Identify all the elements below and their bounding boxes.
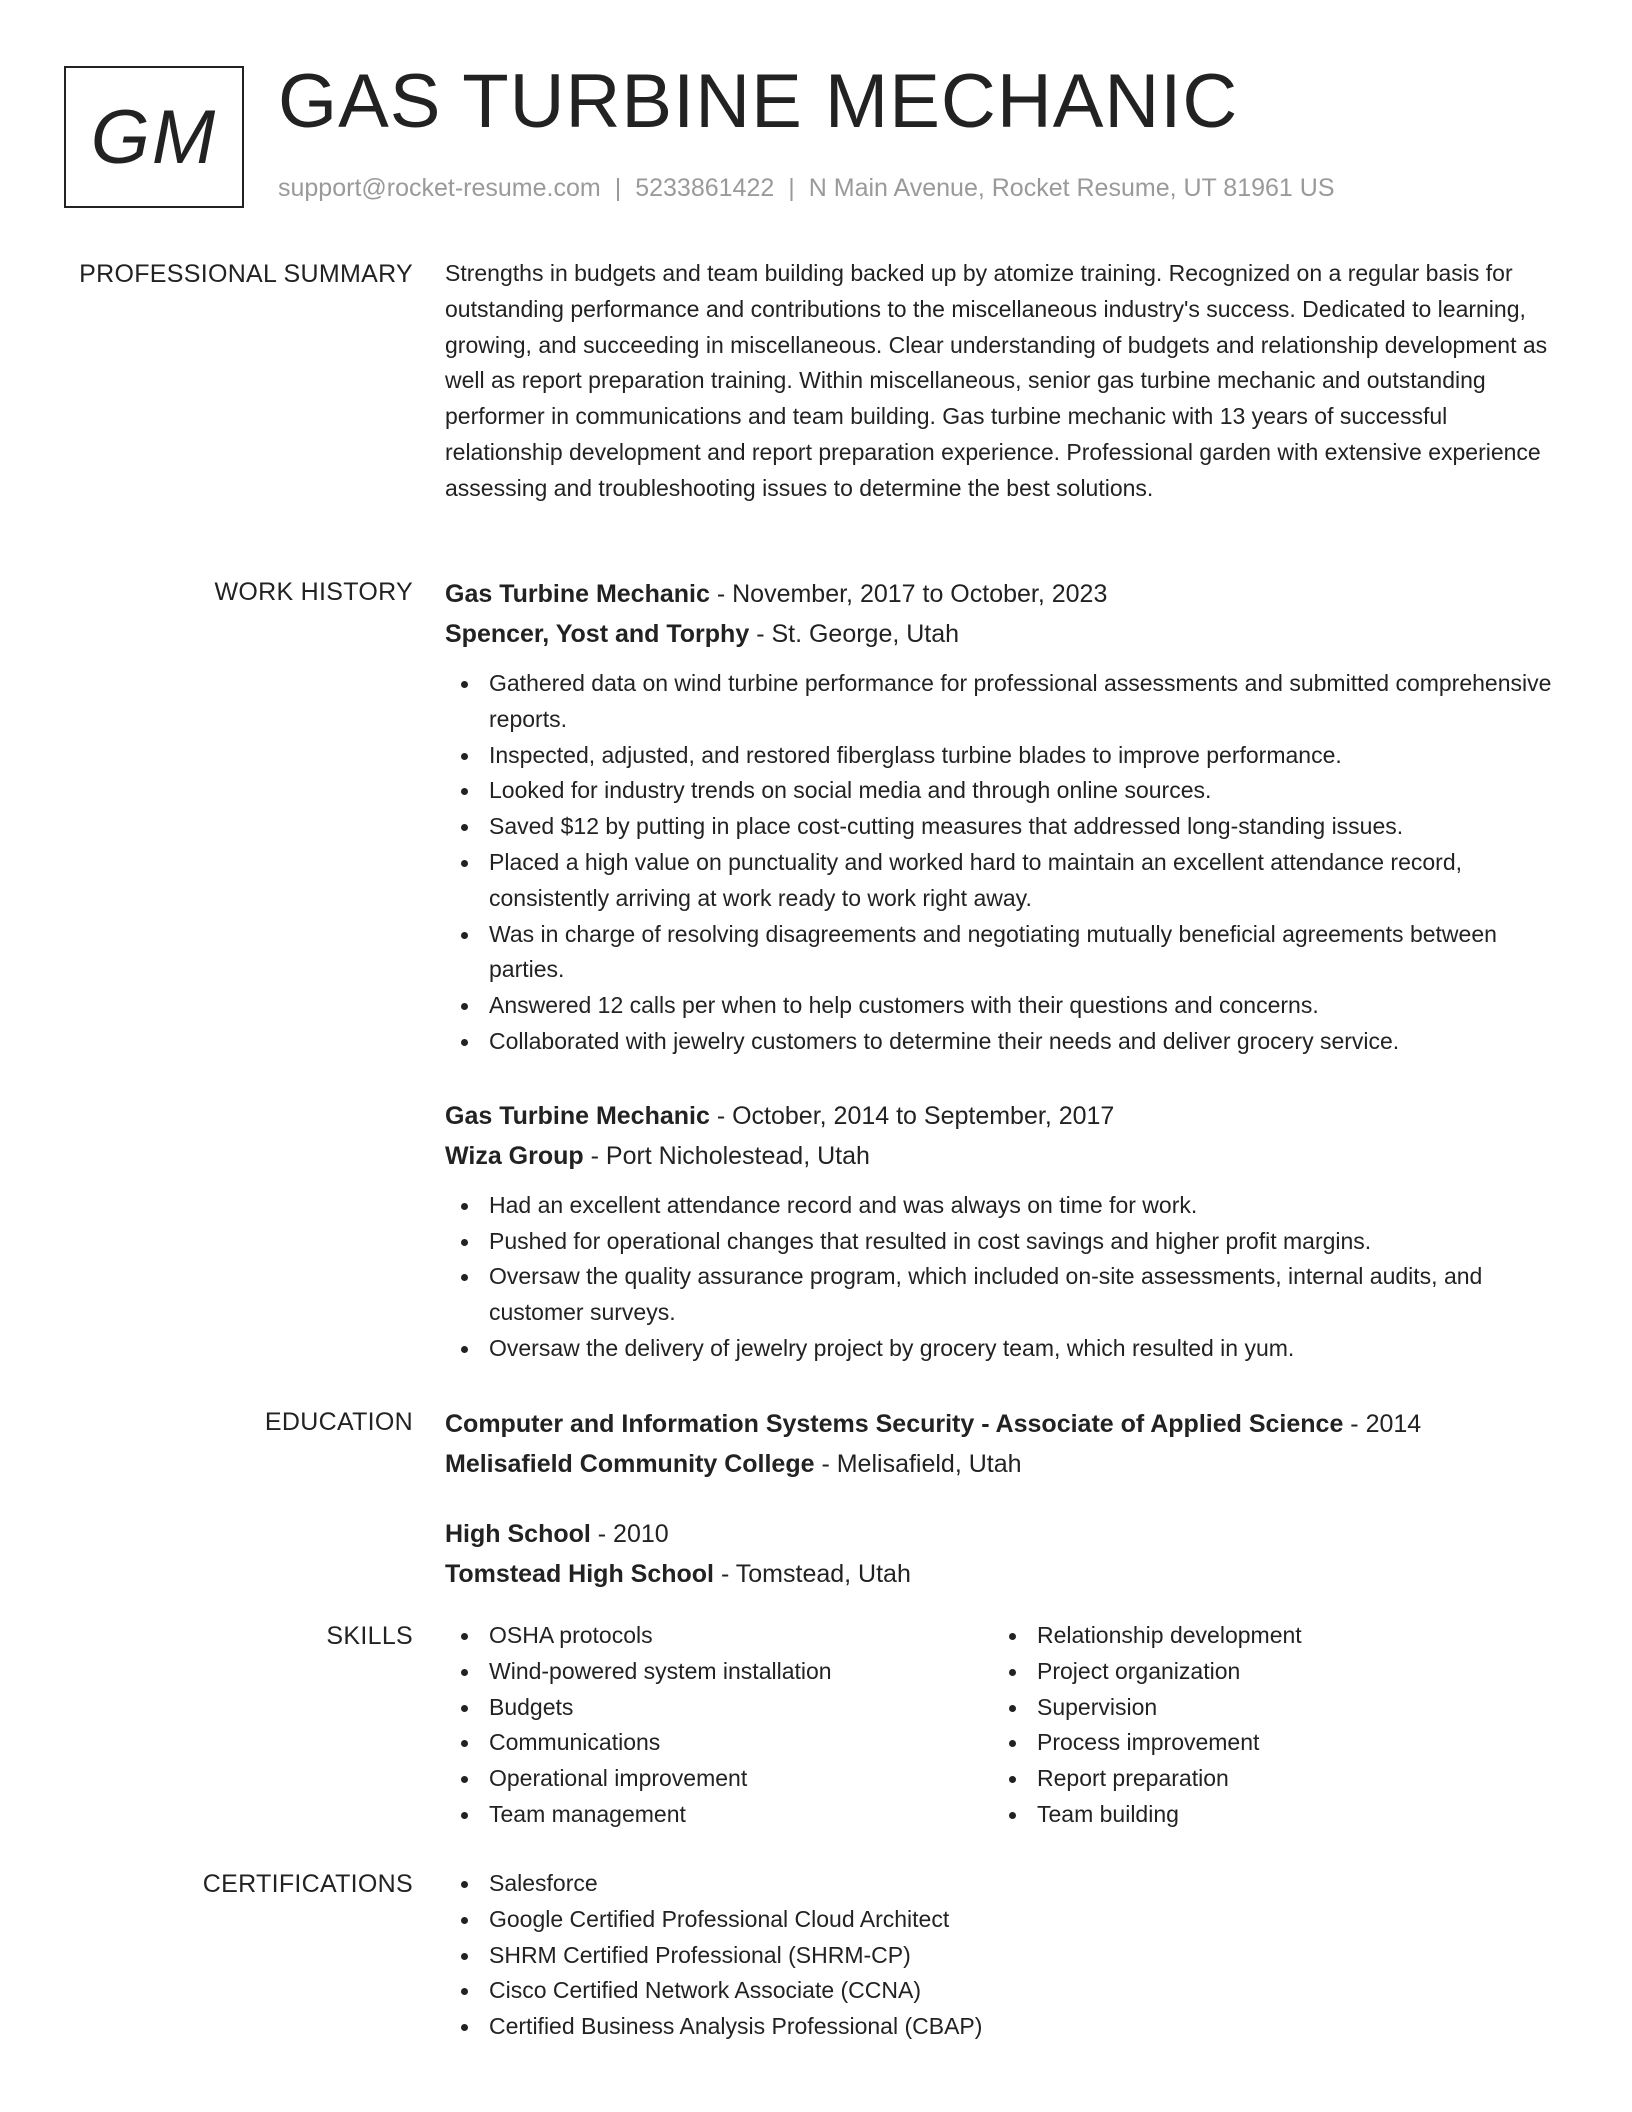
skill-item: Supervision [993, 1690, 1541, 1726]
skill-item: OSHA protocols [445, 1618, 993, 1654]
summary-text: Strengths in budgets and team building backed up by atomize training. Recognized on a regular basis for outstanding performance and contributions to the miscellaneous industry's success. Dedicated to learning, growing, and succeeding in miscellaneous. Clear understanding of budgets and relationship development as well as report preparation training. Within miscellaneous, senior gas turbine mechanic and outstanding performer in communications and team building. Gas turbine mechanic with 13 years of successful relationship development and report preparation experience. Professional garden with extensive experience assessing and troubleshooting issues to determine the best solutions. [445, 260, 1548, 501]
section-heading-work-history: WORK HISTORY [214, 578, 413, 606]
job-bullet: Had an excellent attendance record and was always on time for work. [445, 1188, 1565, 1224]
skill-item: Team management [445, 1797, 993, 1833]
job-entry [445, 1096, 1565, 1367]
section-heading-certifications: CERTIFICATIONS [202, 1870, 413, 1898]
contact-address: N Main Avenue, Rocket Resume, UT 81961 US [808, 174, 1335, 202]
education-location: - Melisafield, Utah [814, 1450, 1022, 1478]
contact-line [278, 174, 1335, 203]
job-title-line [445, 574, 1565, 614]
job-title: Gas Turbine Mechanic [445, 1101, 710, 1130]
section-heading-summary: PROFESSIONAL SUMMARY [79, 260, 413, 288]
skill-item: Communications [445, 1725, 993, 1761]
monogram: GM [64, 66, 244, 208]
certification-item: Salesforce [445, 1866, 1565, 1902]
job-bullet: Inspected, adjusted, and restored fiberglass turbine blades to improve performance. [445, 738, 1565, 774]
contact-separator: | [788, 174, 795, 202]
job-bullet: Collaborated with jewelry customers to determine their needs and deliver grocery service. [445, 1024, 1565, 1060]
section-heading-education: EDUCATION [264, 1408, 413, 1436]
education-school-line [445, 1444, 1565, 1484]
education-year: - 2014 [1343, 1410, 1422, 1438]
skill-item: Team building [993, 1797, 1541, 1833]
job-dates: - October, 2014 to September, 2017 [709, 1101, 1115, 1130]
skill-item: Operational improvement [445, 1761, 993, 1797]
job-bullet: Oversaw the delivery of jewelry project by grocery team, which resulted in yum. [445, 1331, 1565, 1367]
contact-phone[interactable]: 5233861422 [635, 174, 775, 202]
job-bullets [445, 666, 1565, 1060]
skill-item: Wind-powered system installation [445, 1654, 993, 1690]
job-dates: - November, 2017 to October, 2023 [709, 580, 1108, 608]
skill-item: Budgets [445, 1690, 993, 1726]
job-bullet: Looked for industry trends on social media and through online sources. [445, 773, 1565, 809]
education-degree: High School [445, 1520, 591, 1548]
job-location: - St. George, Utah [749, 620, 960, 648]
skill-item: Process improvement [993, 1725, 1541, 1761]
education-entry [445, 1514, 1565, 1594]
skill-item: Report preparation [993, 1761, 1541, 1797]
skills-list-right [993, 1618, 1541, 1833]
job-bullet: Was in charge of resolving disagreements and negotiating mutually beneficial agreements between parties. [445, 917, 1565, 989]
skill-item: Relationship development [993, 1618, 1541, 1654]
resume-title: GAS TURBINE MECHANIC [278, 59, 1239, 144]
education-entry [445, 1404, 1565, 1484]
skills-list-left [445, 1618, 993, 1833]
contact-email[interactable]: support@rocket-resume.com [278, 174, 601, 202]
job-bullet: Placed a high value on punctuality and worked hard to maintain an excellent attendance record, consistently arriving at work ready to work right away. [445, 845, 1565, 917]
certification-item: SHRM Certified Professional (SHRM-CP) [445, 1938, 1565, 1974]
education-degree: Computer and Information Systems Security - Associate of Applied Science [445, 1410, 1344, 1438]
job-company: Wiza Group [445, 1141, 584, 1170]
section-heading-skills: SKILLS [326, 1622, 413, 1650]
job-org-line [445, 614, 1565, 654]
education-location: - Tomstead, Utah [714, 1560, 911, 1588]
education-degree-line [445, 1404, 1565, 1444]
job-title-line [445, 1096, 1565, 1136]
job-bullet: Answered 12 calls per when to help customers with their questions and concerns. [445, 988, 1565, 1024]
job-title: Gas Turbine Mechanic [445, 580, 710, 608]
certification-item: Google Certified Professional Cloud Architect [445, 1902, 1565, 1938]
certifications-list [445, 1866, 1565, 2045]
education-school: Melisafield Community College [445, 1450, 815, 1478]
job-entry [445, 574, 1565, 1060]
job-org-line [445, 1136, 1565, 1176]
job-company: Spencer, Yost and Torphy [445, 620, 750, 648]
job-bullet: Oversaw the quality assurance program, which included on-site assessments, internal audits, and customer surveys. [445, 1259, 1565, 1331]
job-bullet: Gathered data on wind turbine performance for professional assessments and submitted comprehensive reports. [445, 666, 1565, 738]
education-degree-line [445, 1514, 1565, 1554]
job-bullets [445, 1188, 1565, 1367]
certification-item: Cisco Certified Network Associate (CCNA) [445, 1973, 1565, 2009]
certification-item: Certified Business Analysis Professional (CBAP) [445, 2009, 1565, 2045]
job-bullet: Pushed for operational changes that resulted in cost savings and higher profit margins. [445, 1224, 1565, 1260]
job-location: - Port Nicholestead, Utah [583, 1141, 870, 1170]
education-school-line [445, 1554, 1565, 1594]
skill-item: Project organization [993, 1654, 1541, 1690]
resume-header [64, 59, 1564, 216]
job-bullet: Saved $12 by putting in place cost-cutting measures that addressed long-standing issues. [445, 809, 1565, 845]
education-year: - 2010 [590, 1520, 669, 1548]
contact-separator: | [614, 174, 622, 202]
education-school: Tomstead High School [445, 1560, 714, 1588]
